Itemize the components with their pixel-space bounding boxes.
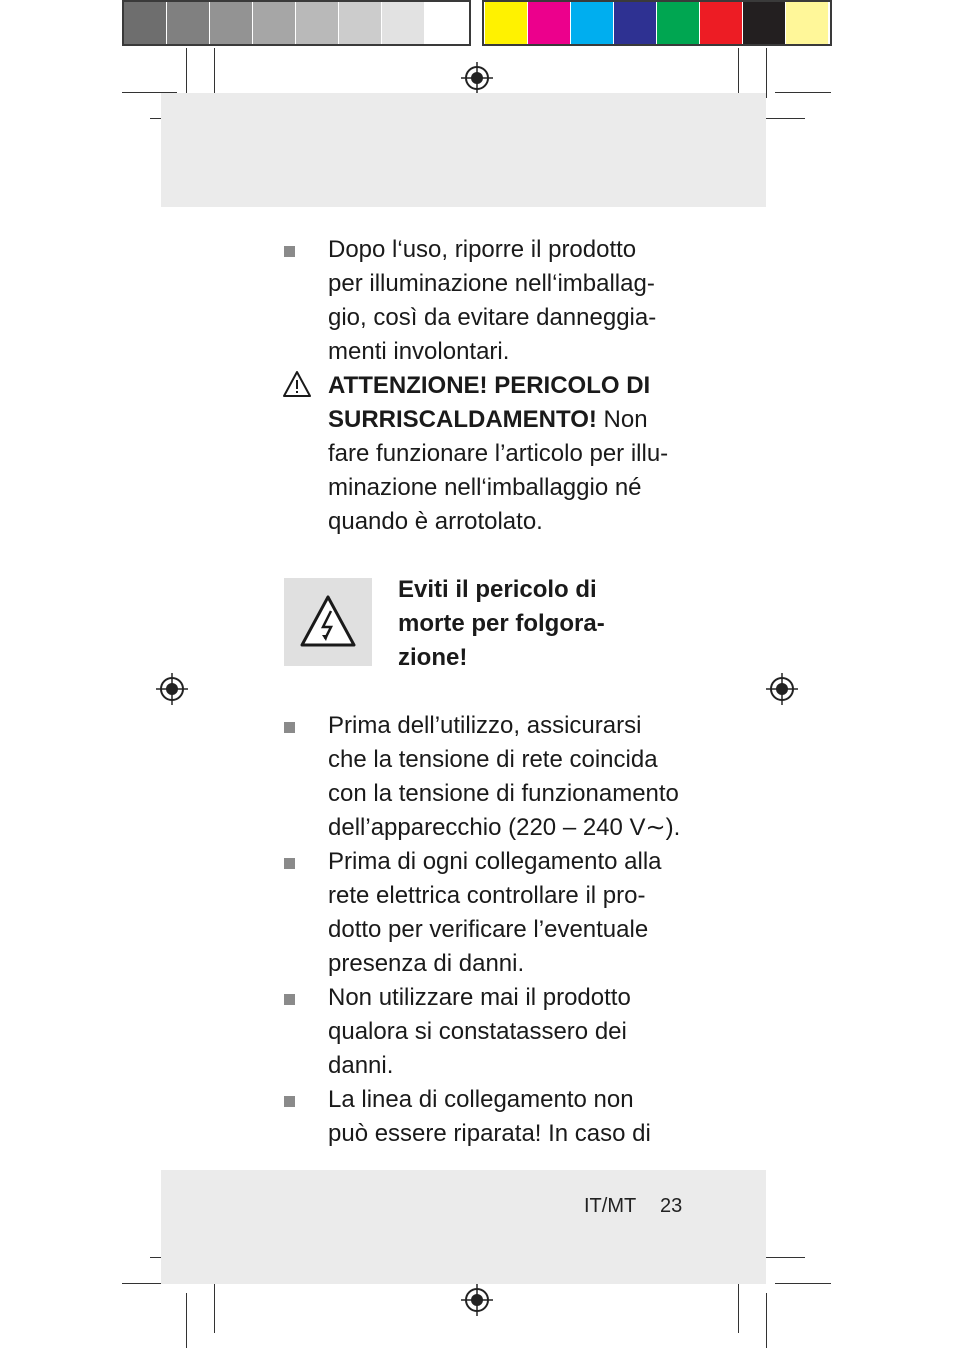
crop-mark <box>775 92 831 93</box>
warning-triangle-icon <box>282 370 312 398</box>
crop-mark <box>214 1283 215 1333</box>
color-swatch <box>786 2 828 44</box>
text-line: Non utilizzare mai il prodotto <box>328 984 631 1011</box>
warning-heading: ATTENZIONE! PERICOLO DI <box>328 372 651 399</box>
crop-mark <box>775 1283 831 1284</box>
text-line: Prima di ogni collegamento alla <box>328 848 662 875</box>
bullet-marker <box>284 246 295 257</box>
paragraph-do-not-use-damaged <box>328 981 688 1083</box>
bullet-marker <box>284 1096 295 1107</box>
crop-mark <box>186 48 187 98</box>
paragraph-cable-not-repairable <box>328 1083 688 1151</box>
crop-mark <box>214 48 215 98</box>
heading-line: Eviti il pericolo di <box>398 576 597 603</box>
text-line: fare funzionare l’articolo per illu- <box>328 440 669 467</box>
gray-swatch <box>210 2 252 44</box>
gray-swatch <box>253 2 295 44</box>
registration-mark-icon <box>460 1283 494 1317</box>
text-line: Non <box>596 406 648 433</box>
crop-mark <box>738 48 739 98</box>
paragraph-store-after-use <box>328 233 688 369</box>
gray-swatch <box>339 2 381 44</box>
color-swatch <box>528 2 570 44</box>
text-line: presenza di danni. <box>328 950 525 977</box>
paragraph-check-damage <box>328 845 688 981</box>
color-swatch <box>743 2 785 44</box>
crop-mark <box>186 1293 187 1348</box>
gray-swatch <box>425 2 467 44</box>
text-line: rete elettrica controllare il pro- <box>328 882 646 909</box>
text-line: Dopo l‘uso, riporre il prodotto <box>328 236 637 263</box>
heading-line: zione! <box>398 644 468 671</box>
header-band <box>161 93 766 207</box>
text-line: danni. <box>328 1052 394 1079</box>
color-swatch <box>657 2 699 44</box>
registration-mark-icon <box>155 672 189 706</box>
color-swatch <box>700 2 742 44</box>
text-line: gio, così da evitare danneggia- <box>328 304 657 331</box>
text-line: dotto per verificare l’eventuale <box>328 916 649 943</box>
text-line: minazione nell‘imballaggio né <box>328 474 642 501</box>
electric-shock-warning-box <box>284 578 372 666</box>
electric-shock-heading <box>398 573 668 675</box>
text-line: menti involontari. <box>328 338 510 365</box>
bullet-marker <box>284 722 295 733</box>
bullet-marker <box>284 858 295 869</box>
text-line: Prima dell’utilizzo, assicurarsi <box>328 712 642 739</box>
crop-mark <box>766 1293 767 1348</box>
paragraph-check-voltage <box>328 709 688 845</box>
page-number: 23 <box>660 1195 683 1217</box>
text-line: che la tensione di rete coincida <box>328 746 658 773</box>
gray-swatch <box>382 2 424 44</box>
color-swatch <box>571 2 613 44</box>
language-code: IT/MT <box>584 1195 637 1217</box>
gray-swatch <box>124 2 166 44</box>
warning-heading: SURRISCALDAMENTO! <box>328 406 597 433</box>
text-line: dell’apparecchio (220 – 240 V∼). <box>328 814 681 841</box>
text-line: qualora si constatassero dei <box>328 1018 627 1045</box>
color-swatch <box>485 2 527 44</box>
text-line: con la tensione di funzionamento <box>328 780 679 807</box>
text-line: quando è arrotolato. <box>328 508 543 535</box>
overheating-warning <box>328 369 688 539</box>
text-line: per illuminazione nell‘imballag- <box>328 270 655 297</box>
crop-mark <box>738 1283 739 1333</box>
heading-line: morte per folgora- <box>398 610 605 637</box>
crop-mark <box>766 48 767 98</box>
text-line: può essere riparata! In caso di <box>328 1120 651 1147</box>
registration-mark-icon <box>765 672 799 706</box>
bullet-marker <box>284 994 295 1005</box>
gray-swatch <box>167 2 209 44</box>
registration-mark-icon <box>460 61 494 95</box>
gray-swatch <box>296 2 338 44</box>
text-line: La linea di collegamento non <box>328 1086 634 1113</box>
footer-band <box>161 1170 766 1284</box>
electric-shock-warning-icon <box>298 593 358 649</box>
color-swatch <box>614 2 656 44</box>
